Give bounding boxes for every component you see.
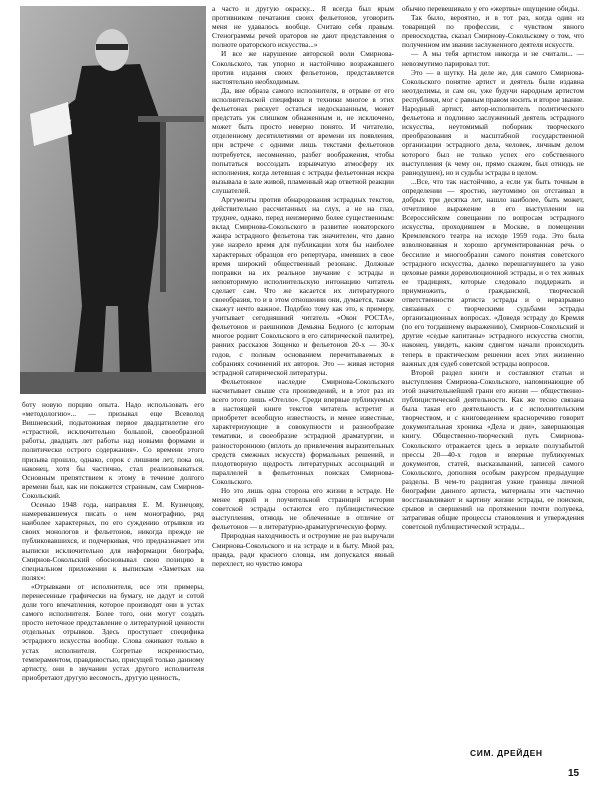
paragraph: И все же нарушение авторской воли Смирнова-Сокольского, так упорно и настойчиво возражавшего против издания своих фельетонов, представляется настоятельно необходимым. <box>212 49 394 86</box>
author-signature: СИМ. ДРЕЙДЕН <box>470 748 543 758</box>
paragraph: Но это лишь одна сторона его жизни в эстраде. Не менее яркой и поучительной страницей истории советской эстрады остаются его публицистические выступления, отнюдь не облеченные в отличие от фельетонов — в литературно-драматургическую форму. <box>212 485 394 532</box>
paragraph: Природная находчивость и остроумие не раз выручали Смирнова-Сокольского и на эстраде и в быту. Мной раз, правда, ради красного словца, им допускался явный перехлест, но чувство юмора <box>212 531 394 568</box>
paragraph: Да, вне образа самого исполнителя, в отрыве от его исполнительской специфики и техники многое в этих фельетонах рискует остаться недосказанным, может предстать уж слишком обнаженным и, не исключено, может быть просто неверно понято. И читателю, отделенному десятилетиями от времени их появления, при встрече с одними лишь текстами фельетонов потребуется, несомненно, разбег воображения, чтобы попытаться воссоздать взрывчатую атмосферу их исполнения, когда летевшая с эстрады фельетонная искра вызывала в зале живой, пламенный жар ответной реакции слушателей. <box>212 85 394 195</box>
page-number: 15 <box>568 768 580 779</box>
paragraph: Это — в шутку. На деле же, для самого Смирнова-Сокольского понятие артист и деятель были издавна неотделимы, и сам он, уже будучи народным артистом республики, мог с равным правом носить и второе звание. Народный артист, автор-исполнитель политического фельетона и подлинно заслуженный деятель эстрадного искусства, неутомимый поборник творческого преобразования и масштабной государственной организации эстрадного дела, человек, личным делом которого был не только успех его собственного выступления (к чему он, прямо скажем, был отнюдь не равнодушен), но и судьбы эстрады в целом. <box>402 67 584 177</box>
paragraph: а часто и другую окраску... Я всегда был ярым противником печатания своих фельетонов, уговорить меня не удавалось вообще. Считаю себя правым. Стенограммы речей ораторов не дают представления о полноте ораторского искусства...» <box>212 4 394 50</box>
paragraph: обычно перевешивало у его «жертвы» ощущение обиды. <box>402 4 580 13</box>
article-column-1 <box>22 400 204 778</box>
paragraph: Аргументы против обнародования эстрадных текстов, действительно рассчитанных на слух, а не на глаз, труднее, однако, перед неизмеримо более существенным: вклад Смирнова-Сокольского в развитие новаторского жанра эстрадного фельетона так значителен, что давно уже назрело время для публикации хотя бы наиболее характерных образцов его репертуара, имевших в свое время широкий общественный резонанс. Должные поправки на их реальное звучание с эстрады и неповторимую исполнительскую интонацию читатель сделает сам. Что же касается их литературного своеобразия, то и в этом отношении они, думается, также скажут нечто важное. Подобно тому как это, к примеру, учитывает сегодняшний читатель «Окон РОСТА», фельетонов и раешников Демьяна Бедного (с которым многое роднит Сокольского в его сатирической палитре), ранних рассказов Зощенко и фельетонов 20-х — 30-х годов, с полным основанием перечитываемых в собраниях сочинений их авторов. Это — живая история эстрадной сатирической литературы. <box>212 194 394 377</box>
paragraph: «Отрывками от исполнителя, все эти примеры, перенесенные графически на бумагу, не дадут и сотой доли того впечатления, которое производят они в устах самого исполнителя. Более того, они могут создать просто неточное представление о литературной ценности отдельных отрывков. Здесь проступает специфика эстрадного искусства вообще. Слова оживают только в устах исполнителя. Согретые искренностью, темпераментом, правдивостью, присущей только данному артисту, они в звучании устах другого исполнителя приобретают другую весомость, другую ценность, <box>22 581 204 682</box>
paragraph: боту новую порцию опыта. Надо использовать его «методологию»... — призывал еще Всеволод Вишневский, подытоживая первое двадцатилетие его «страстной, исключительно большой, своеобразной работы, двадцать лет работы над новыми формами и политически острого содержания». Со времени этого призыва прошло, однако, сорок с лишним лет, пока он, наконец, хотя бы частично, стал реализовываться. Основным препятствием к этому в течение долгого времени был, как ни покажется странным, сам Смирнов-Сокольский. <box>22 400 204 500</box>
paragraph: Так было, вероятно, и в тот раз, когда один из товарищей по профессии, с чувством явного превосходства, сказал Смирнову-Сокольскому о том, что полученном им звании заслуженного деятеля искусств. <box>402 13 584 50</box>
article-column-2 <box>212 4 394 782</box>
paragraph: Второй раздел книги и составляют статьи и выступления Смирнова-Сокольского, напоминающие об этой значительнейшей грани его жизни — общественно-публицистической деятельности. Как же тесно связана была такая его деятельность и с исполнительским творчеством, и с книговедением красноречиво говорит документальная хроника «Дела и дни», завершающая книгу. Общественно-творческий путь Смирнова-Сокольского отражается здесь в зеркале полузабытой прессы 20—40-х годов и впервые публикуемых документов, статей, высказываний, записей самого Сокольского, дополняя особым ракурсом предыдущие разделы. В чем-то раздвигая узкие границы личной биографии данного артиста, материалы эти частично восстанавливают и картину жизни эстрады, ее поисков, срывов и свершений на протяжении почти полувека, затрагивая общие процессы становления и утверждения советской публицистической эстрады... <box>402 367 584 532</box>
article-column-3 <box>402 4 584 746</box>
paragraph: Осенью 1948 года, направляя Е. М. Кузнецову, намеревавшемуся писать о нем монографию, ряд наиболее характерных, по его суждению отрывков из своих монологов и фельетонов, никогда прежде не публиковавшихся, и подчеркивая, что предназначает эти выписки исключительно для информации биографа, Смирнов-Сокольский обосновывал свою позицию в специальном приложении к выпискам «Заметках на полях»: <box>22 500 204 582</box>
performer-photo <box>20 6 206 394</box>
paragraph: Фельетонное наследие Смирнова-Сокольского насчитывает свыше ста произведений, и в этот раз из всего этого лишь «Отелло». Среди впервые публикуемых в настоящей книге текстов читатель встретит и приобретет всеобщую известность, и менее известные, характеризующие в совокупности и разнообразие тематики, и своеобразие эстрадной драматургии, и разностороннюю (вплоть до привлечения выразительных средств смежных искусств) формальных решений, и плодотворную щедрость литературных ассоциаций и параллелей в фельетонных поисках Смирнова-Сокольского. <box>212 376 394 486</box>
paragraph: — А мы тебя артистом никогда и не считали... — невозмутимо парировал тот. <box>402 49 584 68</box>
paragraph: ...Все, что так настойчиво, а если уж быть точным в определении — яростно, неутомимо он отстаивал в добрых три десятка лет, нашло наиболее, быть может, отчетливое выражение в его выступлении на Всероссийском совещании по вопросам эстрадного искусства, проходившем в Москве, в помещении Кремлевского театра на исходе 1959 года. Это была взволнованная и хорошо аргументированная речь о бессилие и многообразии самого понятия советского эстрадного искусства, далеко перешагнувшего за узко цеховые рамки дореволюционной эстрады, и о тех живых ее традициях, которые следовало поддержать и приумножить, о гражданской, творческой ответственности артиста эстрады и о неразрывно связанных с творческими судьбами эстрады организационных вопросах. «Доведя эстраду до Кремля (по его тогдашнему выражению), Смирнов-Сокольский и другие «седые капитаны» эстрадного искусства смогли, наконец, увидеть, каким сдвигом начали происходить теперь в практическом решении всех этих жизненно важных для судеб советской эстрады вопросов. <box>402 176 584 368</box>
man-reading-at-podium-photo <box>20 6 206 394</box>
